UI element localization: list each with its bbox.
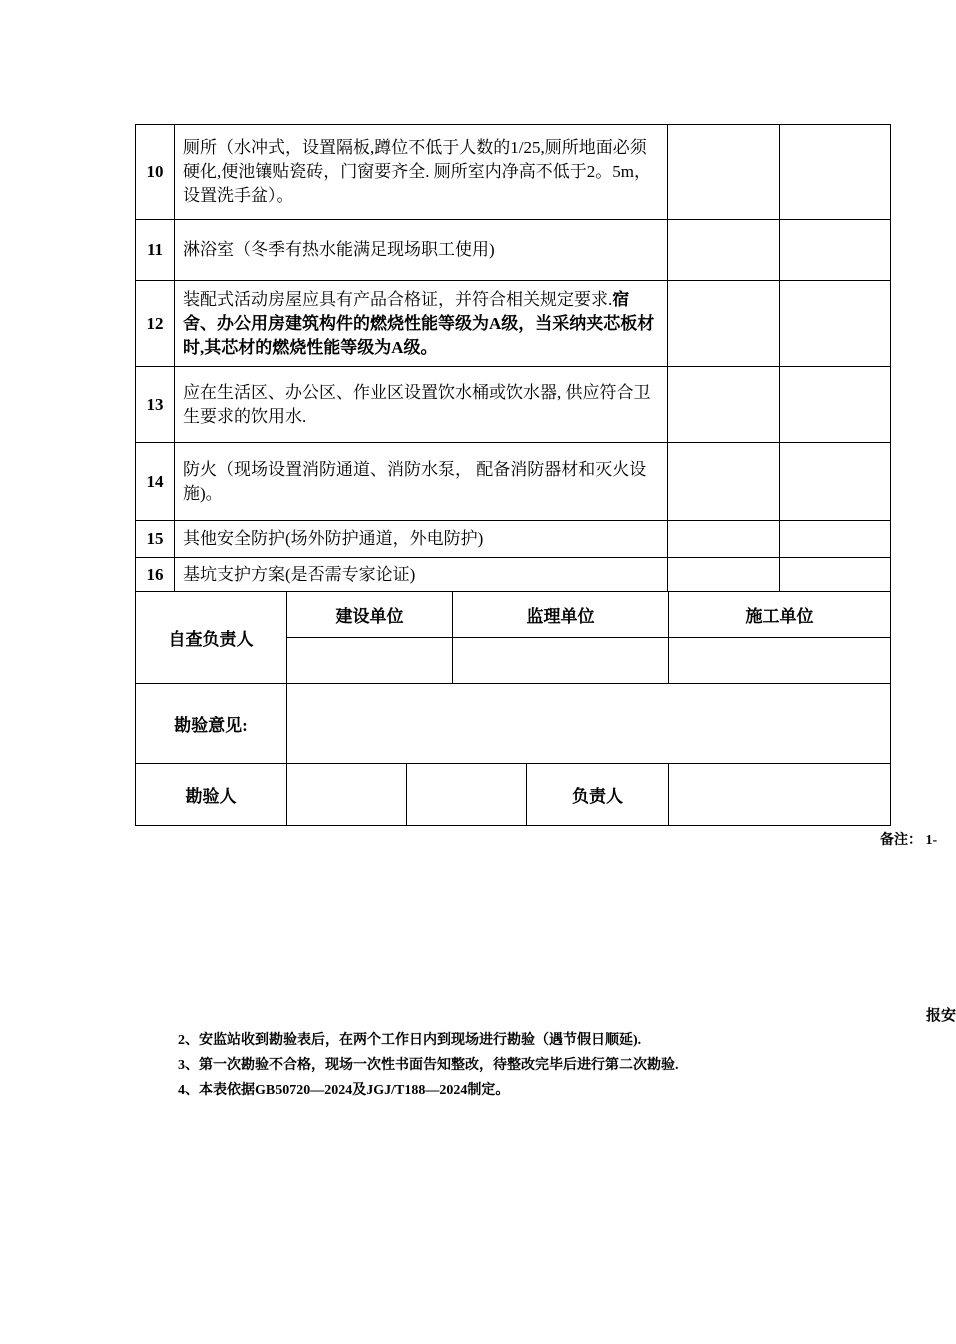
construction-unit-signature[interactable]	[287, 638, 453, 684]
note-item: 3、第一次勘验不合格，现场一次性书面告知整改，待整改完毕后进行第二次勘验.	[178, 1058, 679, 1073]
row-number: 13	[136, 367, 175, 443]
check-cell[interactable]	[668, 220, 780, 281]
signature-table	[135, 591, 891, 826]
row-number: 16	[136, 558, 175, 592]
row-number: 15	[136, 521, 175, 558]
construction-unit-label: 建设单位	[287, 592, 453, 638]
remark-cell[interactable]	[780, 521, 891, 558]
row-number: 11	[136, 220, 175, 281]
row-number: 12	[136, 281, 175, 367]
remark-cell[interactable]	[780, 443, 891, 521]
remark-cell[interactable]	[780, 367, 891, 443]
row-description: 淋浴室（冬季有热水能满足现场职工使用)	[175, 220, 668, 281]
supervision-unit-label: 监理单位	[453, 592, 669, 638]
table-row	[136, 558, 891, 592]
row-description: 应在生活区、办公区、作业区设置饮水桶或饮水器, 供应符合卫生要求的饮用水.	[175, 367, 668, 443]
check-cell[interactable]	[668, 125, 780, 220]
row-description: 其他安全防护(场外防护通道，外电防护)	[175, 521, 668, 558]
opinion-field[interactable]	[287, 684, 891, 764]
table-row	[136, 684, 891, 764]
row-description-plain: 装配式活动房屋应具有产品合格证，并符合相关规定要求.	[183, 289, 613, 309]
row-description-bold: 宿舍、办公用房建筑构件的燃烧性能等级为A级，当采纳夹芯板材时,其芯材的燃烧性能等级为A级。	[183, 289, 655, 357]
self-check-label: 自查负责人	[136, 592, 287, 684]
inspection-items-table	[135, 124, 891, 592]
remark-cell[interactable]	[780, 125, 891, 220]
table-row	[136, 367, 891, 443]
table-row	[136, 281, 891, 367]
note-item: 4、本表依据GB50720—2024及JGJ/T188—2024制定。	[178, 1083, 510, 1098]
responsible-signature[interactable]	[669, 764, 891, 826]
note-label: 备注： 1-	[880, 833, 938, 848]
contractor-unit-signature[interactable]	[669, 638, 891, 684]
check-cell[interactable]	[668, 443, 780, 521]
remark-cell[interactable]	[780, 558, 891, 592]
contractor-unit-label: 施工单位	[669, 592, 891, 638]
row-description: 防火（现场设置消防通道、消防水泵， 配备消防器材和灭火设施)。	[175, 443, 668, 521]
check-cell[interactable]	[668, 281, 780, 367]
inspector-label: 勘验人	[136, 764, 287, 826]
report-fragment: 报安	[926, 1008, 956, 1024]
table-row	[136, 521, 891, 558]
inspector-signature-1[interactable]	[287, 764, 407, 826]
table-row	[136, 764, 891, 826]
remark-cell[interactable]	[780, 281, 891, 367]
inspector-signature-2[interactable]	[407, 764, 527, 826]
table-row	[136, 443, 891, 521]
notes-list	[178, 1028, 679, 1103]
supervision-unit-signature[interactable]	[453, 638, 669, 684]
check-cell[interactable]	[668, 521, 780, 558]
row-description	[175, 281, 668, 367]
check-cell[interactable]	[668, 367, 780, 443]
row-number: 14	[136, 443, 175, 521]
row-number: 10	[136, 125, 175, 220]
row-description: 基坑支护方案(是否需专家论证)	[175, 558, 668, 592]
responsible-label: 负责人	[527, 764, 669, 826]
table-row	[136, 125, 891, 220]
remark-cell[interactable]	[780, 220, 891, 281]
check-cell[interactable]	[668, 558, 780, 592]
table-row	[136, 220, 891, 281]
table-row	[136, 592, 891, 638]
row-description: 厕所（水冲式，设置隔板,蹲位不低于人数的1/25,厕所地面必须硬化,便池镶贴瓷砖，门窗要齐全. 厕所室内净高不低于2。5m，设置洗手盆）。	[175, 125, 668, 220]
opinion-label: 勘验意见:	[136, 684, 287, 764]
note-item: 2、安监站收到勘验表后，在两个工作日内到现场进行勘验（遇节假日顺延).	[178, 1033, 642, 1048]
